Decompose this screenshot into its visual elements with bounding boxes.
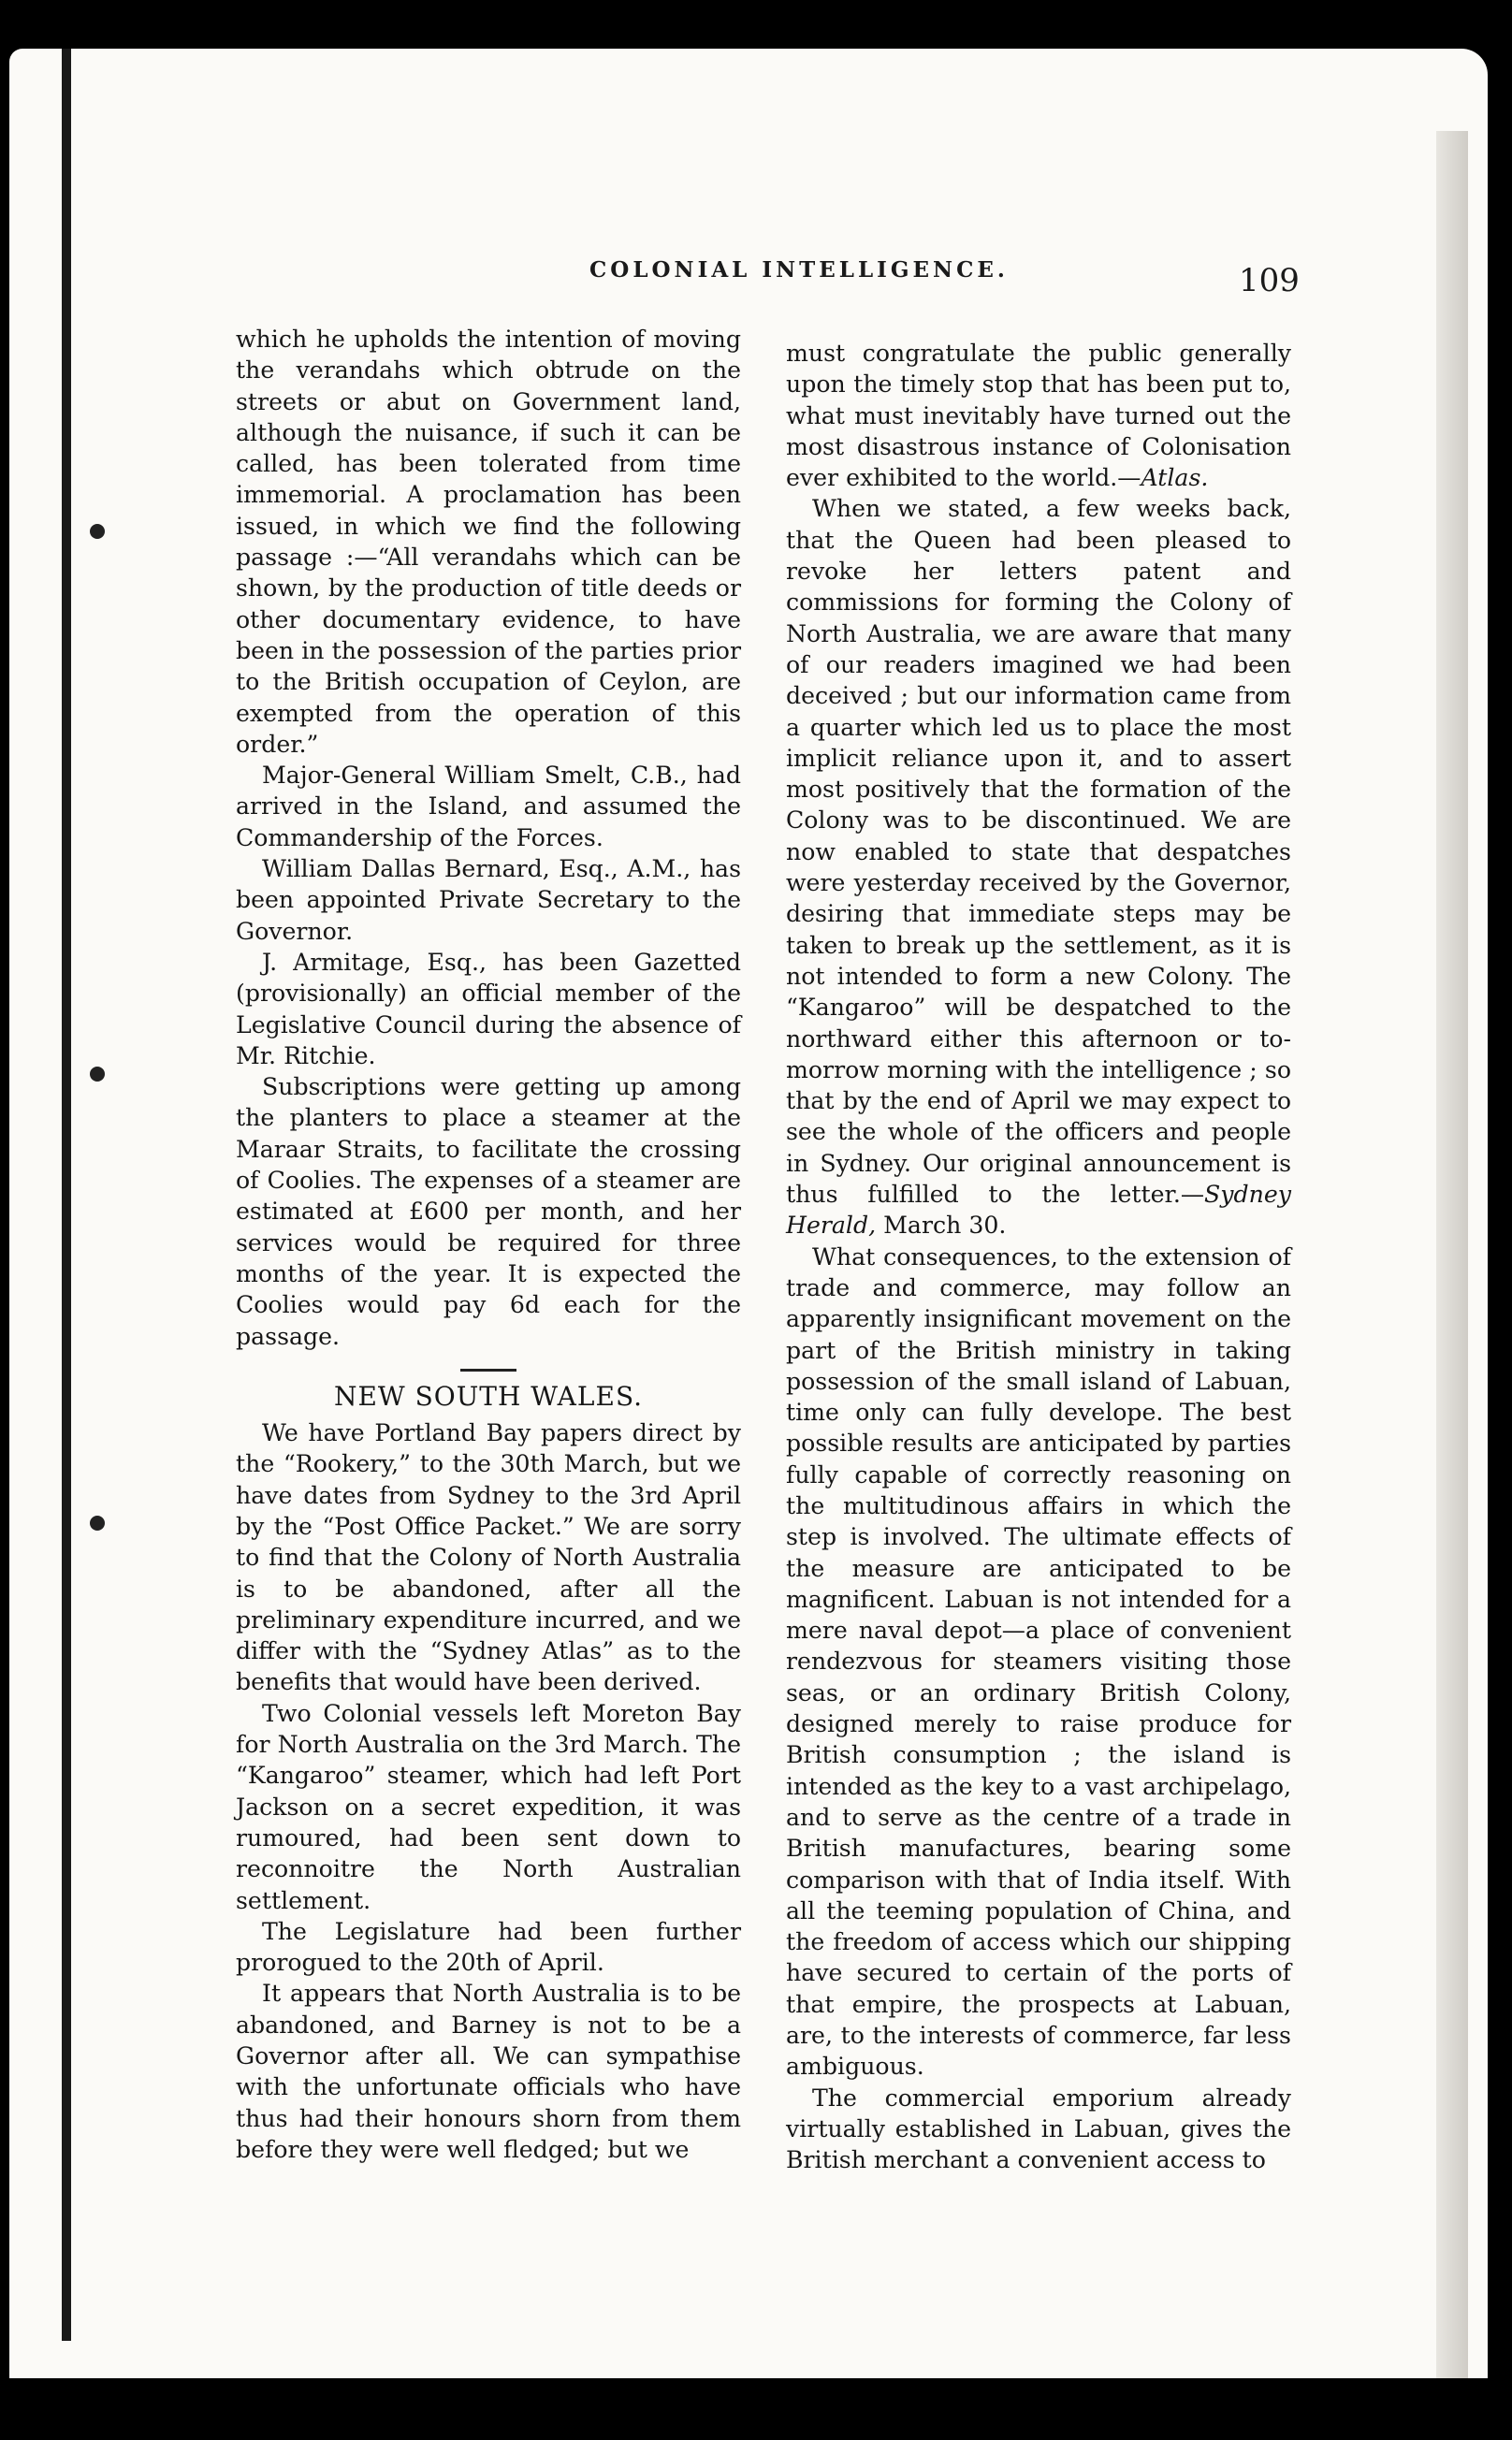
paragraph [786, 338, 1291, 493]
left-column [236, 324, 741, 2165]
section-heading: NEW SOUTH WALES. [333, 1380, 644, 1412]
running-head: COLONIAL INTELLIGENCE. [589, 257, 1009, 283]
citation-date: March 30. [876, 1212, 1007, 1240]
paragraph: It appears that North Australia is to be abandoned, and Barney is not to be a Governor after all. We can sympathise with the unfortunate officials who have thus had their honours shorn from them before they were well fledged; but we [236, 1980, 741, 2163]
paragraph: William Dallas Bernard, Esq., A.M., has been appointed Private Secretary to the Governor. [236, 855, 741, 945]
page-edge-shadow [1436, 131, 1468, 2378]
binding-thread-mark [90, 524, 105, 539]
page-number: 109 [1239, 262, 1300, 299]
paragraph: Subscriptions were getting up among the planters to place a steamer at the Maraar Straits, to facilitate the crossing of Coolies. The expenses of a steamer are estimated at £600 per month, and her services would be required for three months of the year. It is expected the Coolies would pay 6d each for the passage. [236, 1073, 741, 1350]
paragraph: Two Colonial vessels left Moreton Bay for North Australia on the 3rd March. The “Kangaroo” steamer, which had left Port Jackson on a secret expedition, it was rumoured, had been sent down to reconnoitre the North Australian settlement. [236, 1699, 741, 1914]
paragraph: The Legislature had been further prorogued to the 20th of April. [236, 1917, 741, 1977]
paragraph: J. Armitage, Esq., has been Gazetted (provisionally) an official member of the Legislative Council during the absence of Mr. Ritchie. [236, 948, 741, 1069]
paragraph: We have Portland Bay papers direct by the “Rookery,” to the 30th March, but we have dates from Sydney to the 3rd April by the “Post Office Packet.” We are sorry to find that the Colony of North Australia is to be abandoned, after all the preliminary expenditure incurred, and we differ with the “Sydney Atlas” as to the benefits that would have been derived. [236, 1419, 741, 1696]
book-spine-edge [62, 49, 71, 2341]
paragraph: which he upholds the intention of moving the verandahs which obtrude on the streets or abut on Government land, although the nuisance, if such it can be called, has been tolerated from time immemorial. A proclamation has been issued, in which we find the following passage :—“All verandahs which can be shown, by the production of title deeds or other documentary evidence, to have been in the possession of the parties prior to the British occupation of Ceylon, are exempted from the operation of this order.” [236, 326, 741, 758]
section-divider [460, 1369, 516, 1372]
paragraph: The commercial emporium already virtually established in Labuan, gives the British merchant a convenient access to [786, 2084, 1291, 2174]
binding-thread-mark [90, 1067, 105, 1082]
source-citation: Sydney Herald, [786, 1181, 1291, 1240]
source-citation: Atlas. [1141, 464, 1209, 492]
paragraph: What consequences, to the extension of trade and commerce, may follow an apparently insignificant movement on the part of the British ministry in taking possession of the small island of Labuan, time only can fully develope. The best possible results are anticipated by parties fully capable of correctly reasoning on the multitudinous affairs in which the step is involved. The ultimate effects of the measure are anticipated to be magnificent. Labuan is not intended for a mere naval depot—a place of convenient rendezvous for steamers visiting those seas, or an ordinary British Colony, designed merely to raise produce for British consumption ; the island is intended as the key to a vast archipelago, and to serve as the centre of a trade in British manufactures, bearing some comparison with that of India itself. With all the teeming population of China, and the freedom of access which our shipping have secured to certain of the ports of that empire, the prospects at Labuan, are, to the interests of commerce, far less ambiguous. [786, 1242, 1291, 2081]
right-column [786, 338, 1291, 2176]
paragraph-text: When we stated, a few weeks back, that the Queen had been pleased to revoke her letters patent and commissions for forming the Colony of North Australia, we are aware that many of our readers imagined we had been deceived ; but our information came from a quarter which led us to place the most implicit reliance upon it, and to assert most positively that the formation of the Colony was to be discontinued. We are now enabled to state that despatches were yesterday received by the Governor, desiring that immediate steps may be taken to break up the settlement, as it is not intended to form a new Colony. The “Kangaroo” will be despatched to the northward either this afternoon or to-morrow morning with the intelligence ; so that by the end of April we may expect to see the whole of the officers and people in Sydney. Our original announcement is thus fulfilled to the letter.— [786, 495, 1291, 1209]
paragraph: Major-General William Smelt, C.B., had arrived in the Island, and assumed the Commandership of the Forces. [236, 762, 741, 851]
binding-thread-mark [90, 1516, 105, 1531]
paragraph-text: must congratulate the public generally upon the timely stop that has been put to, what must inevitably have turned out the most disastrous instance of Colonisation ever exhibited to the world.— [786, 340, 1291, 492]
paragraph [786, 493, 1291, 1241]
